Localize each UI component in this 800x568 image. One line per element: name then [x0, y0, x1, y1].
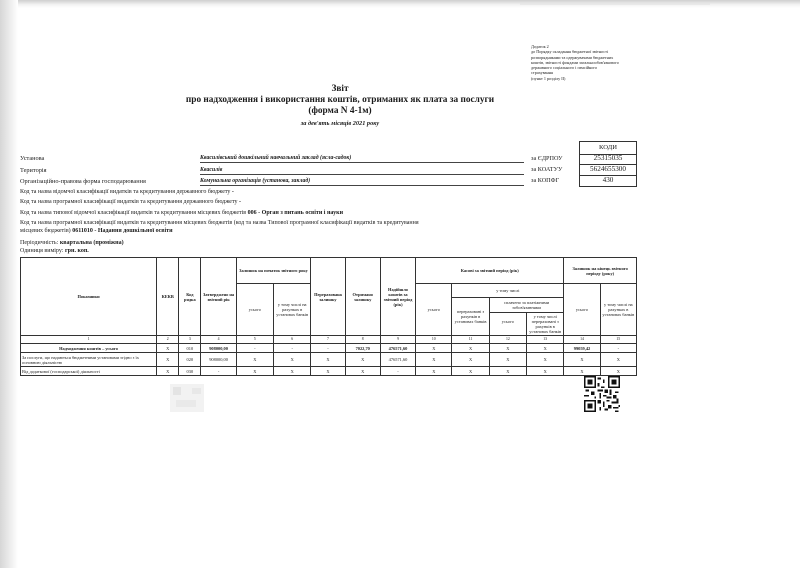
col-num: 12: [489, 336, 526, 344]
row-kekv: X: [157, 353, 179, 367]
row-cell: -: [600, 344, 636, 353]
territory-label: Територія: [20, 167, 47, 174]
row-cell: X: [416, 353, 452, 367]
row-cell: 908000,00: [201, 344, 236, 353]
row-cell: X: [489, 367, 526, 376]
th-total-expenses: усього: [416, 284, 452, 336]
koatuu-code: 5624655300: [579, 164, 637, 176]
th-paid-total: усього: [490, 313, 527, 335]
scan-smudge: [520, 2, 710, 5]
periodicity-line: [20, 240, 124, 246]
row-cell: X: [564, 367, 600, 376]
row-cell: X: [311, 353, 345, 367]
th-paid-obligations-group: [489, 298, 564, 336]
edrpou-code: 25315035: [579, 153, 637, 165]
codes-header: КОДИ: [579, 141, 637, 155]
row-cell: X: [489, 344, 526, 353]
org-form-label: Організаційно-правова форма господарювання: [20, 178, 146, 185]
th-paid-incl-transferred: у тому числі перераховані з рахунків в установах банків: [529, 314, 562, 334]
row-cell: X: [236, 353, 273, 367]
col-num: 11: [452, 336, 489, 344]
row-name: Надходження коштів – усього: [21, 344, 157, 353]
row-cell: -: [311, 344, 345, 353]
local-program-line-a: Код та назва програмної класифікації видатків та кредитування місцевих бюджетів (код та назва Типової програмної класифікації видатків та кредитування: [20, 220, 419, 226]
col-num: 4: [201, 336, 236, 344]
row-cell: X: [600, 353, 636, 367]
row-cell: 476571,60: [380, 344, 415, 353]
report-title: [150, 84, 530, 117]
row-cell: X: [416, 344, 452, 353]
row-cell: 99059,42: [564, 344, 600, 353]
unit-label: Одиниця виміру:: [20, 248, 64, 254]
col-num: 13: [527, 336, 564, 344]
th-transferred: Перерахована залишку: [311, 258, 345, 336]
th-kekv: КЕКВ: [157, 258, 179, 336]
local-program-value: 0611010 - Надання дошкільної освіти: [72, 228, 173, 234]
row-name: Від додаткової (господарської) діяльності: [21, 367, 157, 376]
row-kekv: X: [157, 367, 179, 376]
typical-departmental-label: Код та назва типової відомчої класифікації видатків та кредитування місцевих бюджетів: [20, 210, 247, 216]
row-cell: X: [452, 344, 489, 353]
row-cell: 908000,00: [201, 353, 236, 367]
program-class-label: Код та назва програмної класифікації видатків та кредитування державного бюджету: [20, 199, 238, 205]
kopfg-label: за КОПФГ: [531, 177, 560, 184]
th-paid-obligations: сплачено за платіжними зобов'язаннями: [490, 298, 564, 313]
program-class-line: Код та назва програмної класифікації видатків та кредитування державного бюджету -: [20, 199, 241, 205]
col-num: 6: [274, 336, 311, 344]
qr-code-icon: [584, 376, 620, 412]
row-kekv: X: [157, 344, 179, 353]
institution-label: Установа: [20, 155, 45, 162]
col-num: 7: [311, 336, 345, 344]
org-form-value: Комунальна організація (установа, заклад): [200, 177, 524, 186]
th-balance-end: Залишок на кінець звітного періоду (року): [564, 258, 637, 284]
periodicity-label: Періодичність:: [20, 240, 59, 246]
row-cell: 476571,60: [380, 353, 415, 367]
table-row: [21, 344, 637, 353]
th-approved: Затверджено на звітний рік: [201, 258, 236, 336]
row-cell: -: [236, 344, 273, 353]
row-cell: X: [345, 353, 380, 367]
row-cell: X: [452, 367, 489, 376]
table-row: [21, 367, 637, 376]
title-line-2: про надходження і використання коштів, отриманих як плата за послуги: [185, 95, 495, 105]
row-cell: 7022,70: [345, 344, 380, 353]
local-program-line-b: [20, 228, 173, 234]
col-num: 1: [21, 336, 157, 344]
row-cell: -: [380, 367, 415, 376]
row-cell: X: [527, 344, 564, 353]
col-num: 5: [236, 336, 273, 344]
typical-departmental-value: 006 - Орган з питань освіти і науки: [247, 210, 344, 216]
col-num: 2: [157, 336, 179, 344]
kopfg-code: 430: [579, 175, 637, 187]
departmental-class-line: Код та назва відомчої класифікації видатків та кредитування державного бюджету -: [20, 189, 234, 195]
row-code: 030: [179, 367, 201, 376]
row-cell: X: [311, 367, 345, 376]
departmental-class-label: Код та назва відомчої класифікації видатків та кредитування державного бюджету: [20, 189, 231, 195]
koatuu-label: за КОАТУУ: [531, 166, 563, 173]
th-received: Отримано залишку: [345, 258, 380, 336]
faint-stamp-mark: [170, 384, 204, 412]
row-cell: X: [236, 367, 273, 376]
title-line-3: (форма N 4-1м): [308, 106, 372, 116]
row-cell: X: [564, 353, 600, 367]
col-num: 8: [345, 336, 380, 344]
th-row-code: Код рядка: [179, 258, 201, 336]
th-incl-accounts-start: у тому числі на рахунках в установах банків: [274, 284, 311, 336]
row-code: 020: [179, 353, 201, 367]
row-cell: X: [345, 367, 380, 376]
row-cell: X: [600, 367, 636, 376]
th-transferred-accounts: перераховані з рахунків в установах банків: [452, 298, 489, 336]
th-total-start: усього: [236, 284, 273, 336]
report-table: [20, 257, 637, 376]
local-program-label: місцевих бюджетів): [20, 228, 71, 234]
col-num: 14: [564, 336, 600, 344]
col-num: 15: [600, 336, 636, 344]
col-num: 3: [179, 336, 201, 344]
table-row: [21, 353, 637, 367]
th-incl-accounts-end: у тому числі на рахунках в установах банків: [600, 284, 636, 336]
th-incl-expenses: у тому числі: [452, 284, 564, 298]
row-cell: X: [452, 353, 489, 367]
row-cell: X: [527, 353, 564, 367]
row-cell: X: [416, 367, 452, 376]
typical-departmental-line: [20, 210, 343, 216]
institution-value: Квасилівський дошкільний навчальний заклад (ясла-садок): [200, 154, 524, 163]
unit-value: грн. коп.: [64, 248, 89, 254]
edrpou-label: за ЄДРПОУ: [531, 155, 563, 162]
th-balance-start: Залишок на початок звітного року: [236, 258, 311, 284]
row-cell: -: [274, 344, 311, 353]
th-indicators: Показники: [21, 258, 157, 336]
row-code: 010: [179, 344, 201, 353]
scan-edge-left: [0, 0, 18, 568]
unit-line: [20, 248, 89, 254]
th-total-end: усього: [564, 284, 600, 336]
title-line-1: Звіт: [331, 84, 349, 94]
th-cash-expenses: Касові за звітний період (рік): [416, 258, 564, 284]
periodicity-value: квартальна (проміжна): [59, 240, 124, 246]
col-num: 10: [416, 336, 452, 344]
row-cell: X: [274, 367, 311, 376]
row-name: За послуги, що надаються бюджетними установами згідно з їх основною діяльністю: [21, 353, 157, 367]
th-arrived: Надійшло коштів за звітний період (рік): [380, 258, 415, 336]
appendix-note: Додаток 2 до Порядку складання бюджетної звітності розпорядниками та одержувачами бюджетних коштів, звітності фондами загальнообов'язкового державного соціального і пенсійного страхування (пункт 1 розділу II): [531, 44, 619, 81]
col-num: 9: [380, 336, 415, 344]
report-period: за дев'ять місяців 2021 року: [300, 120, 380, 127]
row-cell: X: [527, 367, 564, 376]
row-cell: -: [201, 367, 236, 376]
row-cell: X: [489, 353, 526, 367]
territory-value: Квасилів: [200, 166, 524, 175]
row-cell: X: [274, 353, 311, 367]
